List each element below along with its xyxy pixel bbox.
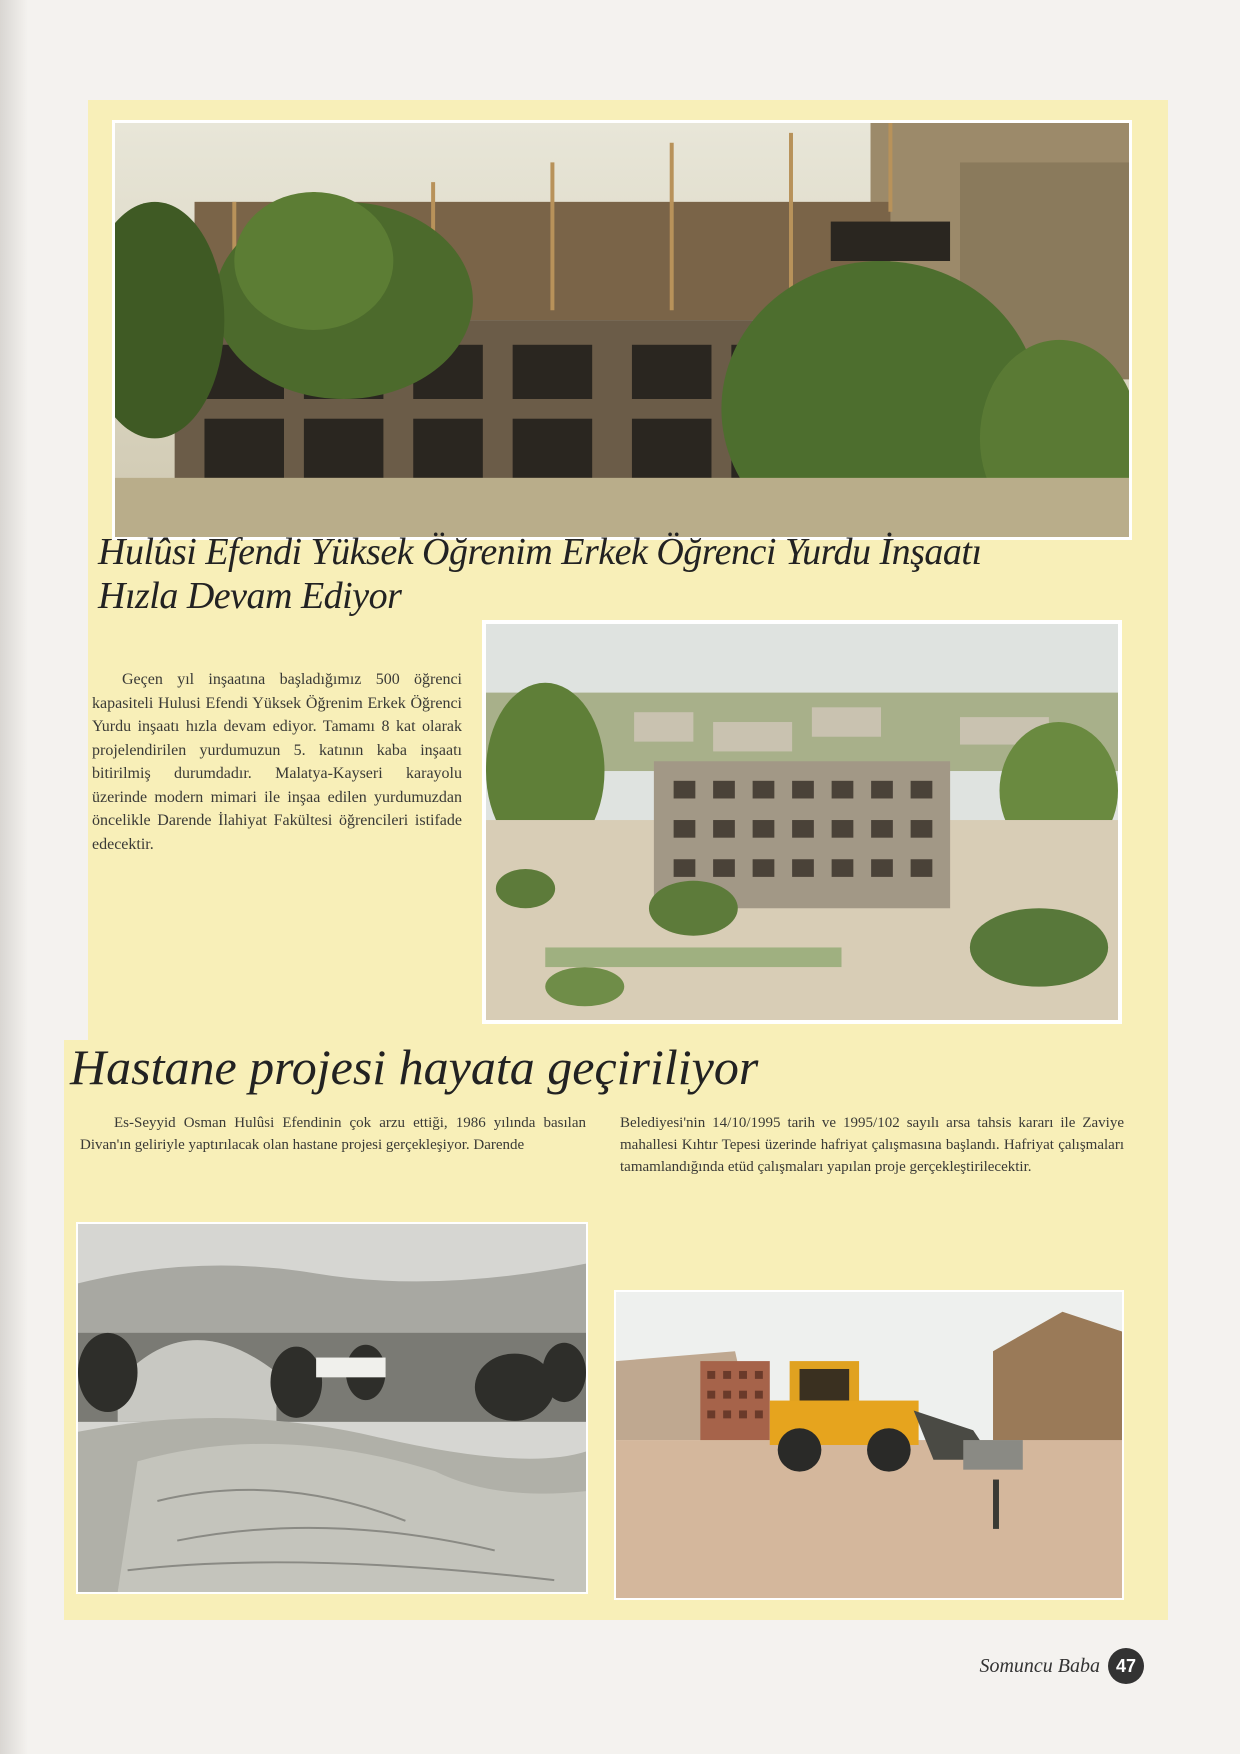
dorm-construction-photo bbox=[112, 120, 1132, 540]
dorm-article-body bbox=[92, 668, 462, 856]
dorm-article-headline bbox=[98, 530, 1168, 618]
dorm-headline-line-1: Hulûsi Efendi Yüksek Öğrenim Erkek Öğrenci Yurdu İnşaatı bbox=[98, 531, 982, 573]
hospital-article-paragraph-left: Es-Seyyid Osman Hulûsi Efendinin çok arzu ettiği, 1986 yılında basılan Divan'ın geliriyle yaptırılacak olan hastane projesi gerçekleşiyor. Darende bbox=[80, 1115, 586, 1153]
dorm-headline-line-2: Hızla Devam Ediyor bbox=[98, 575, 402, 617]
hospital-article-headline: Hastane projesi hayata geçiriliyor bbox=[70, 1039, 759, 1095]
hospital-article-paragraph-right: Belediyesi'nin 14/10/1995 tarih ve 1995/102 sayılı arsa tahsis kararı ile Zaviye mahallesi Kıhtır Tepesi üzerinde hafriyat çalışmasına başlandı. Hafriyat çalışmaları tamamlandığında etüd çalışmaları yapılan proje gerçekleştirilecektir. bbox=[620, 1115, 1124, 1175]
hospital-excavation-photo bbox=[614, 1290, 1124, 1600]
page-number-badge: 47 bbox=[1108, 1648, 1144, 1684]
dorm-article-paragraph: Geçen yıl inşaatına başladığımız 500 öğrenci kapasiteli Hulusi Efendi Yüksek Öğrenim Erkek Öğrenci Yurdu inşaatı hızla devam ediyor. Tamamı 8 kat olarak projelendirilen yurdumuzun 5. katının kaba inşaatı bitirilmiş durumdadır. Malatya-Kayseri karayolu üzerinde modern mimari ile inşaa edilen yurdumuzdan öncelikle Darende İlahiyat Fakültesi öğrencileri istifade edecektir. bbox=[92, 671, 462, 853]
magazine-title: Somuncu Baba bbox=[979, 1654, 1100, 1677]
hospital-article-right-column bbox=[620, 1112, 1124, 1178]
page-footer bbox=[979, 1648, 1144, 1684]
hospital-hill-bw-photo bbox=[76, 1222, 588, 1594]
hospital-article-left-column bbox=[80, 1112, 586, 1156]
dorm-site-aerial-photo bbox=[482, 620, 1122, 1024]
page-fold-shadow bbox=[0, 0, 28, 1754]
